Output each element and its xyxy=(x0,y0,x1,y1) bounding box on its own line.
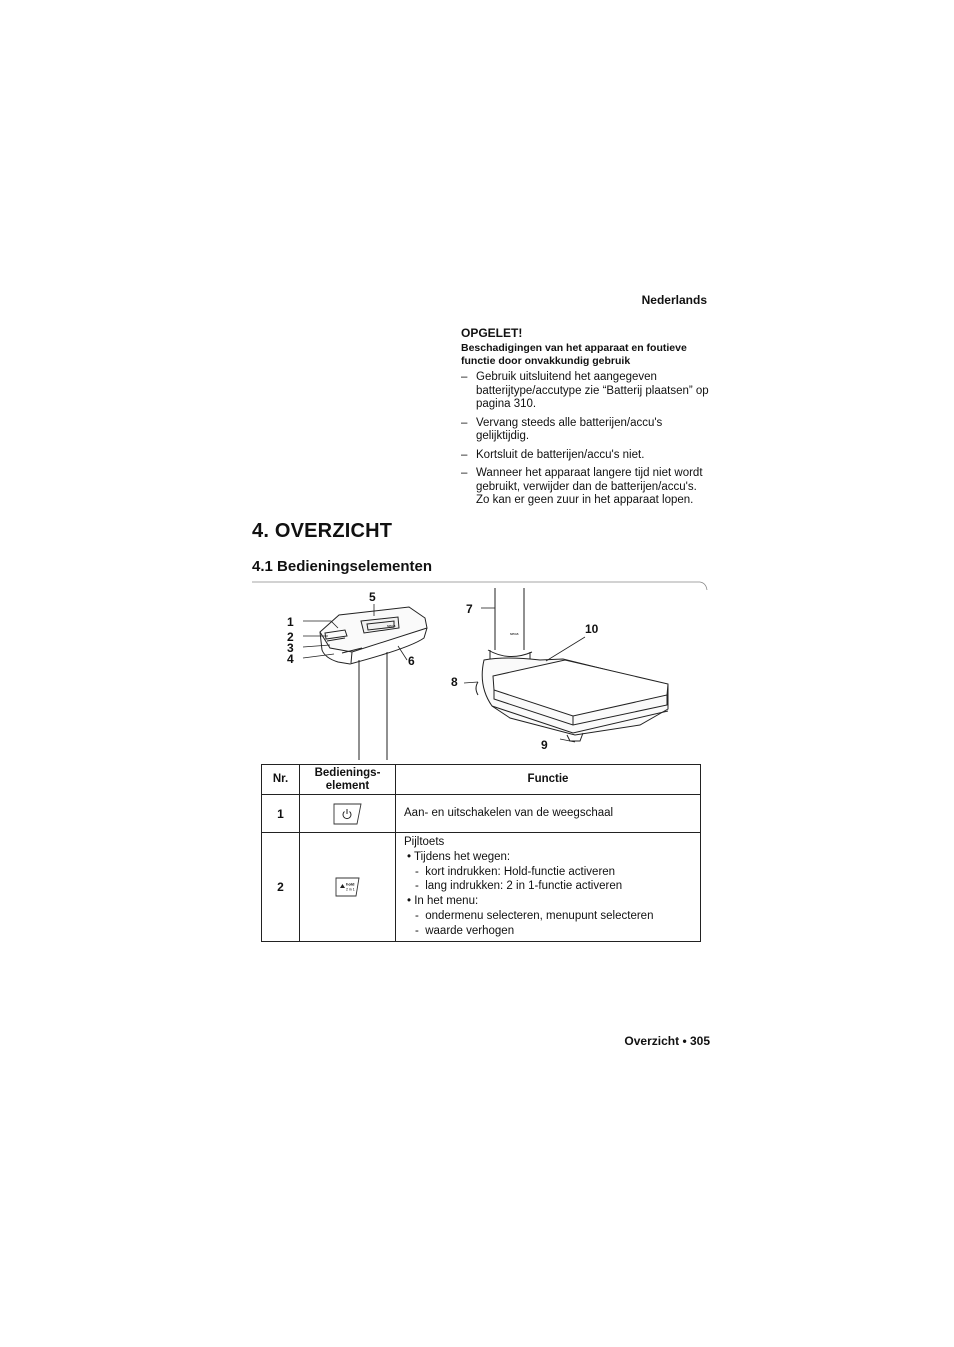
warning-item: – Gebruik uitsluitend het aangegeven batterijtype/accutype zie “Batterij plaatsen” op pagina 310. xyxy=(461,371,711,412)
header-element-line1: Bedienings- xyxy=(314,766,381,779)
section-title: 4. OVERZICHT xyxy=(252,520,393,542)
callout-6: 6 xyxy=(408,654,415,668)
base-platform-drawing xyxy=(476,658,668,741)
callout-1: 1 xyxy=(287,615,294,629)
subsection-title: 4.1 Bedieningselementen xyxy=(252,558,433,575)
power-button-icon xyxy=(333,802,363,826)
column-brand-label: seca xyxy=(510,631,519,636)
warning-item: – Kortsluit de batterijen/accu's niet. xyxy=(461,449,711,463)
table-row xyxy=(262,833,701,942)
warning-title: OPGELET! xyxy=(461,326,523,340)
group-item-text: lang indrukken: 2 in 1-functie activeren xyxy=(425,880,623,893)
group-item-text: kort indrukken: Hold-functie activeren xyxy=(425,865,616,878)
warning-item: – Wanneer het apparaat langere tijd niet wordt gebruikt, verwijder dan de batterijen/accu's. Zo kan er geen zuur in het apparaat lopen. xyxy=(461,467,711,508)
button-2in1-text: 2 in 1 xyxy=(345,887,355,892)
group-item: - ondermenu selecteren, menupunt selecteren xyxy=(415,909,654,922)
row-number: 2 xyxy=(262,833,300,942)
warning-item: – Vervang steeds alle batterijen/accu's gelijktijdig. xyxy=(461,417,711,444)
callout-3: 3 xyxy=(287,641,294,655)
controls-table xyxy=(261,764,701,942)
callout-8: 8 xyxy=(451,675,458,689)
row-function xyxy=(396,833,701,942)
function-title: Pijltoets xyxy=(404,836,445,848)
header-function: Functie xyxy=(396,765,701,795)
table-row xyxy=(262,795,701,833)
callout-10: 10 xyxy=(585,622,599,636)
group-label: • In het menu: xyxy=(407,895,479,908)
header-element xyxy=(300,765,396,795)
group-item: - waarde verhogen xyxy=(415,924,515,937)
language-label: Nederlands xyxy=(641,293,707,307)
callout-7: 7 xyxy=(466,602,473,616)
section-rule xyxy=(252,582,707,590)
group-label: • Tijdens het wegen: xyxy=(407,850,511,863)
row-button xyxy=(300,833,396,942)
header-nr: Nr. xyxy=(262,765,300,795)
group-item-text: ondermenu selecteren, menupunt selecteren xyxy=(425,909,654,922)
callout-5: 5 xyxy=(369,590,376,604)
callout-2: 2 xyxy=(287,630,294,644)
row-number: 1 xyxy=(262,795,300,833)
callout-9: 9 xyxy=(541,738,548,752)
button-hold-text: hold xyxy=(345,881,354,887)
callout-4: 4 xyxy=(287,652,294,666)
row-button xyxy=(300,795,396,833)
group-item: - kort indrukken: Hold-functie activeren xyxy=(415,865,616,878)
header-element-line2: element xyxy=(325,779,370,792)
warning-subtitle: Beschadigingen van het apparaat en foutieve functie door onvakkundig gebruik xyxy=(461,342,687,367)
display-brand-label: seca xyxy=(387,623,396,628)
group-label-text: Tijdens het wegen: xyxy=(414,850,511,863)
arrow-hold-button-icon xyxy=(335,876,361,898)
group-item-text: waarde verhogen xyxy=(425,924,515,937)
table-header-row xyxy=(262,765,701,795)
group-item: - lang indrukken: 2 in 1-functie activeren xyxy=(415,880,623,893)
row-function: Aan- en uitschakelen van de weegschaal xyxy=(396,795,701,833)
page-footer: Overzicht • 305 xyxy=(624,1034,710,1048)
group-label-text: In het menu: xyxy=(414,895,479,908)
